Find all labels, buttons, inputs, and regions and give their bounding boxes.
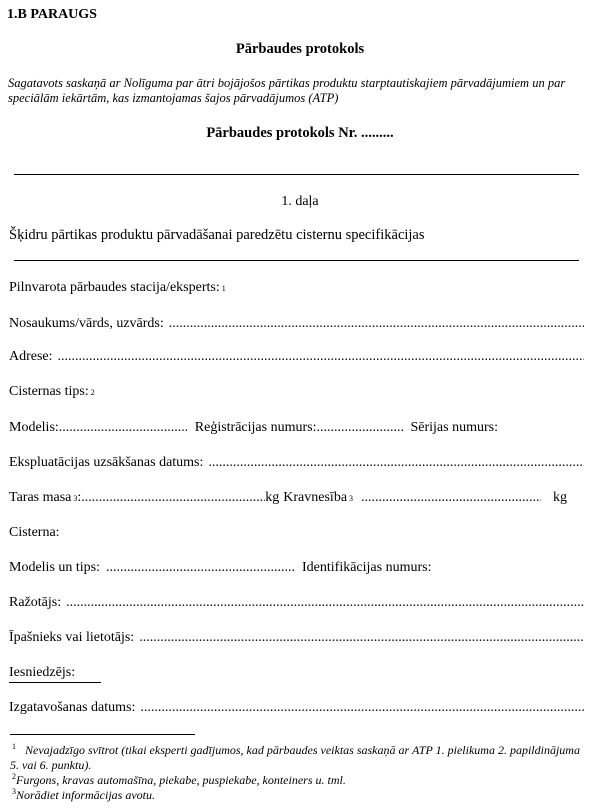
manufacture-date-label: Izgatavošanas datums: (9, 700, 136, 715)
document-title: Pārbaudes protokols (235, 41, 365, 57)
footnote-2-text: Furgons, kravas automašīna, piekabe, puspiekabe, konteiners u. tml. (16, 773, 346, 787)
protocol-number: Pārbaudes protokols Nr. ......... (206, 125, 394, 141)
footnote-2 (10, 773, 588, 788)
document-code: 1.B PARAUGS (7, 7, 97, 22)
model-type-field[interactable] (106, 560, 296, 576)
tare-mass-unit: kg (265, 490, 280, 505)
submitter-row (9, 665, 584, 683)
spec-title: Šķidru pārtikas produktu pārvadāšanai paredzētu cisternu specifikācijas (9, 227, 425, 243)
submitter-label: Iesniedzējs: (9, 665, 101, 683)
station-label: Pilnvarota pārbaudes stacija/eksperts: (9, 280, 220, 295)
footnote-3 (10, 788, 588, 803)
tare-mass-field[interactable] (81, 490, 265, 506)
tank-type-row: Cisternas tips: 2 (9, 384, 95, 399)
model-row (9, 420, 584, 436)
model-type-row (9, 560, 584, 576)
commissioning-label: Ekspluatācijas uzsākšanas datums: (9, 455, 204, 470)
divider-top (14, 174, 579, 175)
footnote-1 (10, 743, 588, 773)
model-type-label: Modelis un tips: (9, 560, 101, 575)
reg-number-field[interactable] (316, 420, 404, 436)
manufacturer-row (9, 595, 584, 611)
manufacture-date-field[interactable] (140, 700, 584, 716)
divider-spec (14, 260, 579, 261)
owner-label: Īpašnieks vai lietotājs: (9, 630, 135, 645)
commissioning-row (9, 455, 584, 471)
tank-type-label: Cisternas tips: (9, 384, 89, 399)
footnote-2-number: 2 (12, 772, 16, 781)
capacity-label: Kravnesība (283, 490, 348, 505)
tare-mass-label: Taras masa (9, 490, 72, 505)
serial-number-label: Sērijas numurs: (410, 420, 498, 435)
part-heading: 1. daļa (281, 194, 319, 209)
identification-label: Identifikācijas numurs: (302, 560, 432, 575)
owner-field[interactable] (139, 630, 584, 646)
footnote-3-number: 3 (12, 787, 16, 796)
reg-number-label: Reģistrācijas numurs: (194, 420, 317, 435)
model-field[interactable] (59, 420, 187, 436)
model-label: Modelis: (9, 420, 59, 435)
document-subtitle: Sagatavots saskaņā ar Nolīguma par ātri bojājošos pārtikas produktu starptautiskajiem pārvadājumiem un par speciālām iekārtām, kas izmantojamas šajos pārvadājumos (ATP) (8, 76, 566, 105)
capacity-unit: kg (553, 490, 568, 505)
owner-row (9, 630, 584, 646)
manufacture-date-row (9, 700, 584, 716)
address-field[interactable] (58, 349, 584, 365)
name-row (9, 316, 584, 332)
name-field[interactable] (169, 316, 584, 332)
name-label: Nosaukums/vārds, uzvārds: (9, 316, 164, 331)
footnote-3-text: Norādiet informācijas avotu. (16, 788, 155, 802)
commissioning-field[interactable] (208, 455, 584, 471)
mass-row: Taras masa 3 : ..... kg Kravnesība 3 ..... kg (9, 490, 584, 506)
tank-label: Cisterna: (9, 525, 60, 540)
footnote-1-number: 1 (12, 742, 16, 751)
address-label: Adrese: (9, 349, 53, 364)
footnote-divider (10, 734, 195, 735)
tank-row (9, 525, 584, 541)
manufacturer-field[interactable] (66, 595, 584, 611)
footnote-1-text: Nevajadzīgo svītrot (tikai eksperti gadījumos, kad pārbaudes veiktas saskaņā ar ATP 1. pielikuma 2. papildinājuma 5. vai 6. punktu). (10, 743, 580, 772)
address-row (9, 349, 584, 365)
capacity-field[interactable] (361, 490, 541, 506)
manufacturer-label: Ražotājs: (9, 595, 62, 610)
station-row: Pilnvarota pārbaudes stacija/eksperts: 1 (9, 280, 226, 295)
